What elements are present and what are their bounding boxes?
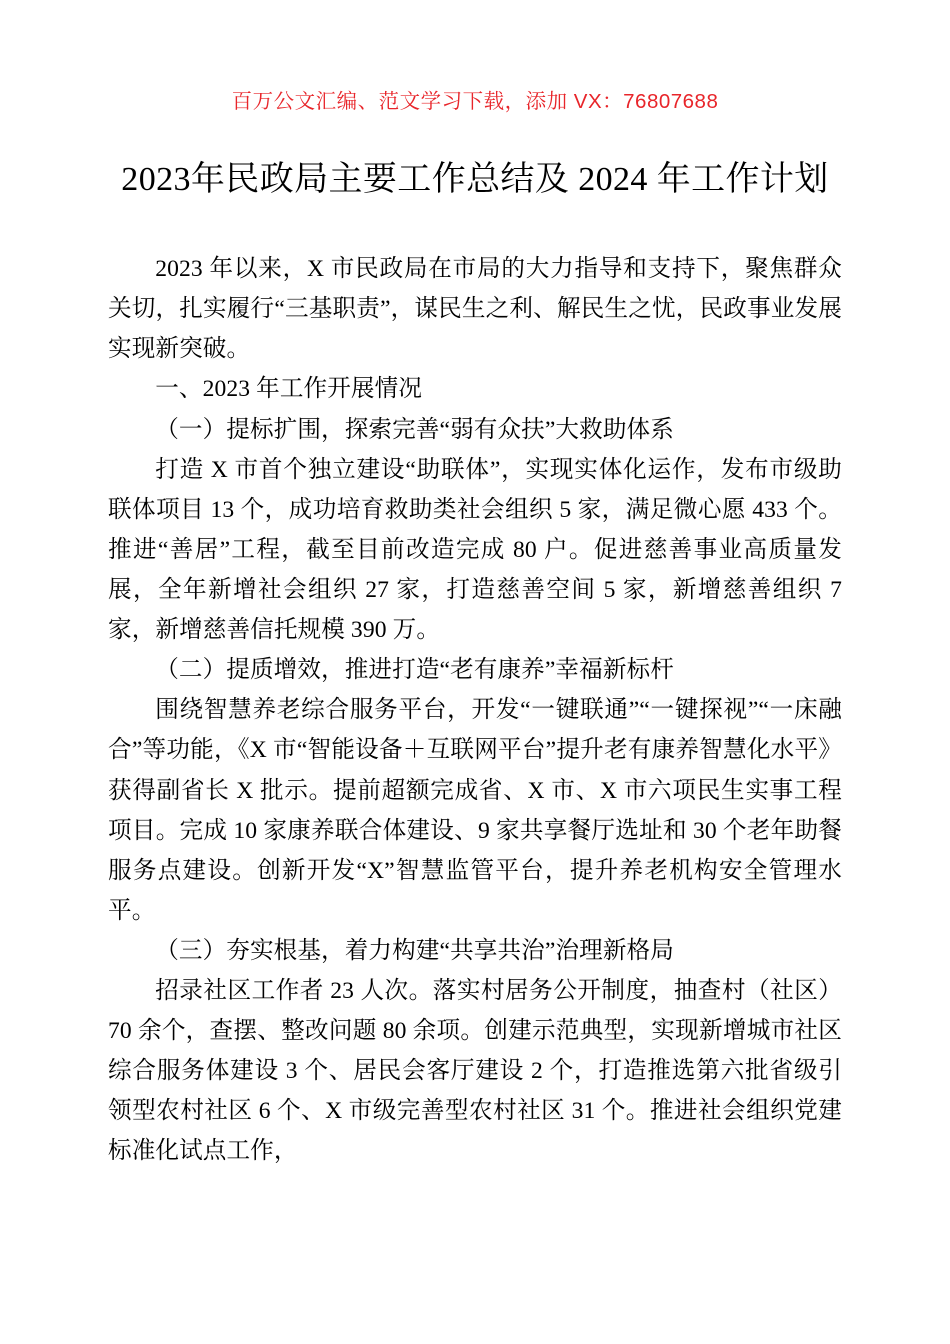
heading-subsection-1-2: （二）提质增效，推进打造“老有康养”幸福新标杆: [155, 657, 674, 684]
page-title: 2023年民政局主要工作总结及 2024 年工作计划: [121, 161, 829, 198]
document-body: [108, 249, 842, 1172]
heading-section-one: 一、2023 年工作开展情况: [155, 376, 423, 403]
paragraph-1-3-body: 招录社区工作者 23 人次。落实村居务公开制度，抽查村（社区）70 余个，查摆、整改问题 80 余项。创建示范典型，实现新增城市社区综合服务体建设 3 个、居民会客厅建设 2 个，打造推选第六批省级引领型农村社区 6 个、X 市级完善型农村社区 31 个。推进社会组织党建标准化试点工作，: [108, 978, 842, 1165]
paragraph-1-1-body: 打造 X 市首个独立建设“助联体”，实现实体化运作，发布市级助联体项目 13 个，成功培育救助类社会组织 5 家，满足微心愿 433 个。推进“善居”工程，截至目前改造完成 80 户。促进慈善事业高质量发展，全年新增社会组织 27 家，打造慈善空间 5 家，新增慈善组织 7 家，新增慈善信托规模 390 万。: [108, 456, 842, 644]
heading-subsection-1-3: （三）夯实根基，着力构建“共享共治”治理新格局: [155, 937, 674, 964]
watermark-promo-text: 百万公文汇编、范文学习下载，添加 VX：76807688: [231, 90, 719, 113]
paragraph-intro: 2023 年以来，X 市民政局在市局的大力指导和支持下，聚焦群众关切，扎实履行“三基职责”，谋民生之利、解民生之忧，民政事业发展实现新突破。: [108, 256, 842, 363]
paragraph-1-2-body: 围绕智慧养老综合服务平台，开发“一键联通”“一键探视”“一床融合”等功能，《X 市“智能设备＋互联网平台”提升老有康养智慧化水平》获得副省长 X 批示。提前超额完成省、X 市、X 市六项民生实事工程项目。完成 10 家康养联合体建设、9 家共享餐厅选址和 30 个老年助餐服务点建设。创新开发“X”智慧监管平台，提升养老机构安全管理水平。: [108, 697, 842, 924]
heading-subsection-1-1: （一）提标扩围，探索完善“弱有众扶”大救助体系: [155, 416, 674, 443]
